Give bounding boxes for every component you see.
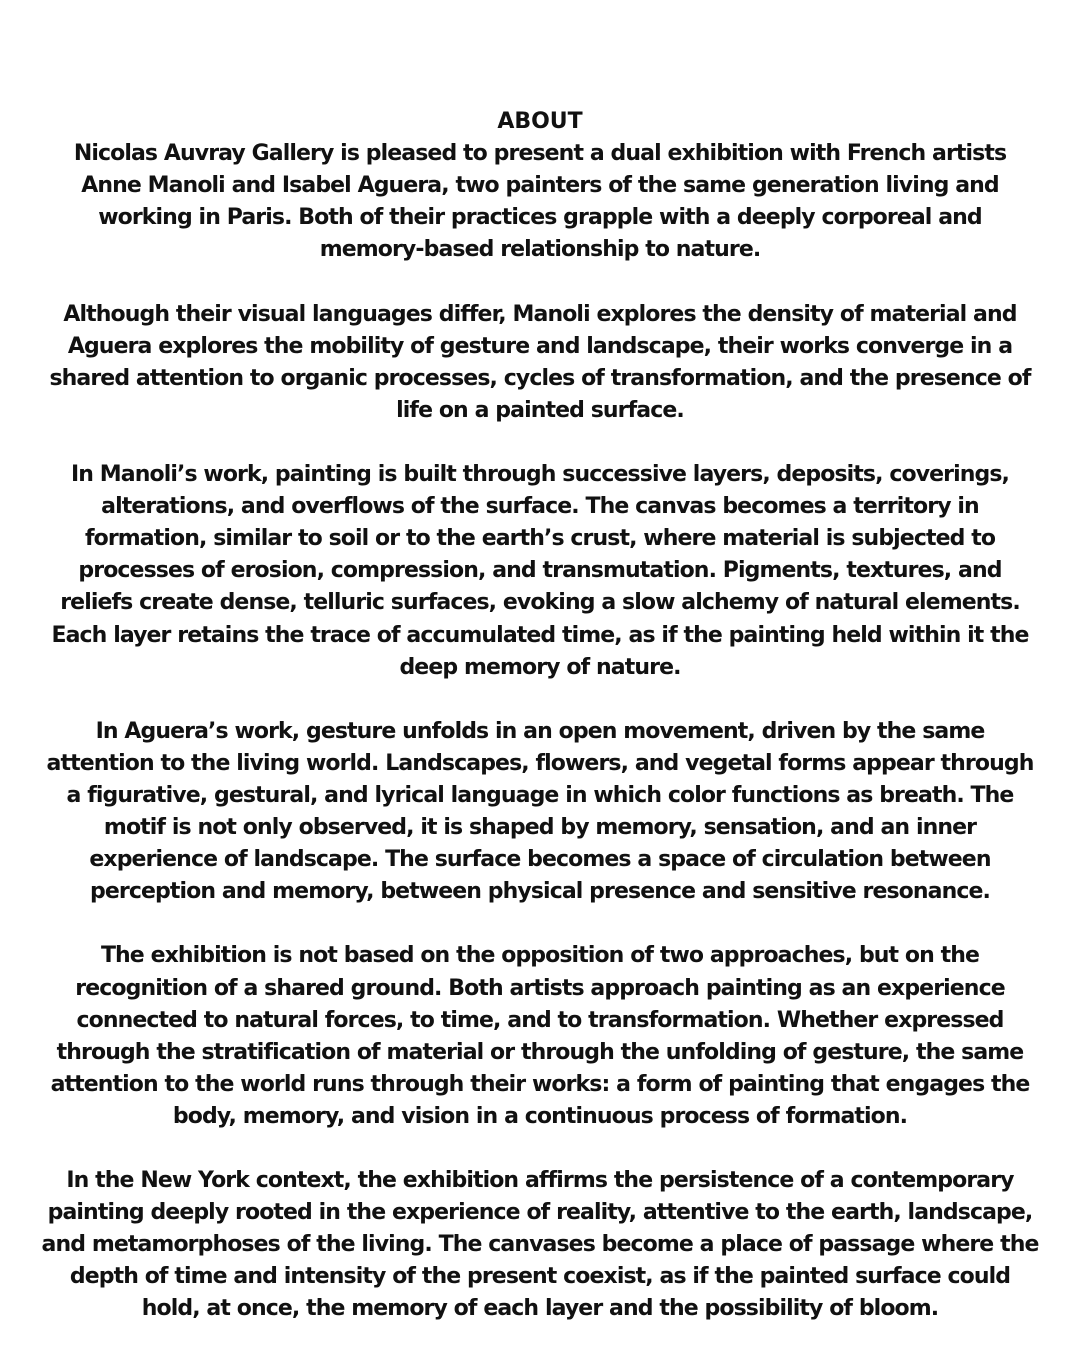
text-line: working in Paris. Both of their practices grapple with a deeply corporeal and xyxy=(98,205,982,231)
paragraph-intro xyxy=(0,138,1080,266)
text-line: through the stratification of material or through the unfolding of gesture, the same xyxy=(56,1039,1024,1065)
text-line: shared attention to organic processes, cycles of transformation, and the presence of xyxy=(49,365,1031,391)
text-line: memory-based relationship to nature. xyxy=(319,237,761,263)
text-line: life on a painted surface. xyxy=(396,397,684,423)
text-line: motif is not only observed, it is shaped by memory, sensation, and an inner xyxy=(103,815,977,841)
text-line: perception and memory, between physical presence and sensitive resonance. xyxy=(90,879,990,905)
text-line: attention to the world runs through their works: a form of painting that engages the xyxy=(50,1071,1030,1097)
text-line: processes of erosion, compression, and transmutation. Pigments, textures, and xyxy=(78,558,1002,584)
text-line: recognition of a shared ground. Both artists approach painting as an experience xyxy=(75,975,1005,1001)
text-line: Although their visual languages differ, Manoli explores the density of material and xyxy=(63,301,1017,327)
text-line: body, memory, and vision in a continuous process of formation. xyxy=(172,1103,908,1129)
text-line: hold, at once, the memory of each layer and the possibility of bloom. xyxy=(141,1296,939,1322)
text-line: connected to natural forces, to time, and to transformation. Whether expressed xyxy=(76,1007,1004,1033)
paragraph-manoli xyxy=(0,459,1080,684)
text-line: Each layer retains the trace of accumulated time, as if the painting held within it the xyxy=(51,622,1029,648)
text-line: Nicolas Auvray Gallery is pleased to present a dual exhibition with French artists xyxy=(73,141,1007,167)
paragraph-visual-languages xyxy=(0,299,1080,427)
paragraph-shared-ground xyxy=(0,940,1080,1133)
text-line: Anne Manoli and Isabel Aguera, two painters of the same generation living and xyxy=(81,173,999,199)
text-line: alterations, and overflows of the surface. The canvas becomes a territory in xyxy=(101,494,979,520)
text-line: a figurative, gestural, and lyrical language in which color functions as breath. The xyxy=(66,782,1014,808)
text-line: painting deeply rooted in the experience of reality, attentive to the earth, landscape, xyxy=(47,1200,1033,1226)
paragraph-aguera xyxy=(0,716,1080,909)
text-line: In Aguera’s work, gesture unfolds in an open movement, driven by the same xyxy=(95,718,985,744)
paragraph-new-york xyxy=(0,1165,1080,1325)
text-line: In the New York context, the exhibition affirms the persistence of a contemporary xyxy=(66,1168,1014,1194)
text-line: Aguera explores the mobility of gesture and landscape, their works converge in a xyxy=(67,333,1013,359)
text-line: In Manoli’s work, painting is built through successive layers, deposits, coverings, xyxy=(70,462,1010,488)
text-line: and metamorphoses of the living. The canvases become a place of passage where the xyxy=(41,1232,1039,1258)
text-line: formation, similar to soil or to the earth’s crust, where material is subjected to xyxy=(84,526,996,552)
text-line: depth of time and intensity of the present coexist, as if the painted surface could xyxy=(69,1264,1011,1290)
text-line: deep memory of nature. xyxy=(399,654,681,680)
text-line: attention to the living world. Landscapes, flowers, and vegetal forms appear through xyxy=(46,750,1034,776)
section-title: ABOUT xyxy=(497,109,583,134)
about-document xyxy=(0,106,1080,1358)
text-line: reliefs create dense, telluric surfaces, evoking a slow alchemy of natural elements. xyxy=(60,590,1020,616)
text-line: experience of landscape. The surface becomes a space of circulation between xyxy=(89,847,991,873)
text-line: The exhibition is not based on the opposition of two approaches, but on the xyxy=(100,943,980,969)
